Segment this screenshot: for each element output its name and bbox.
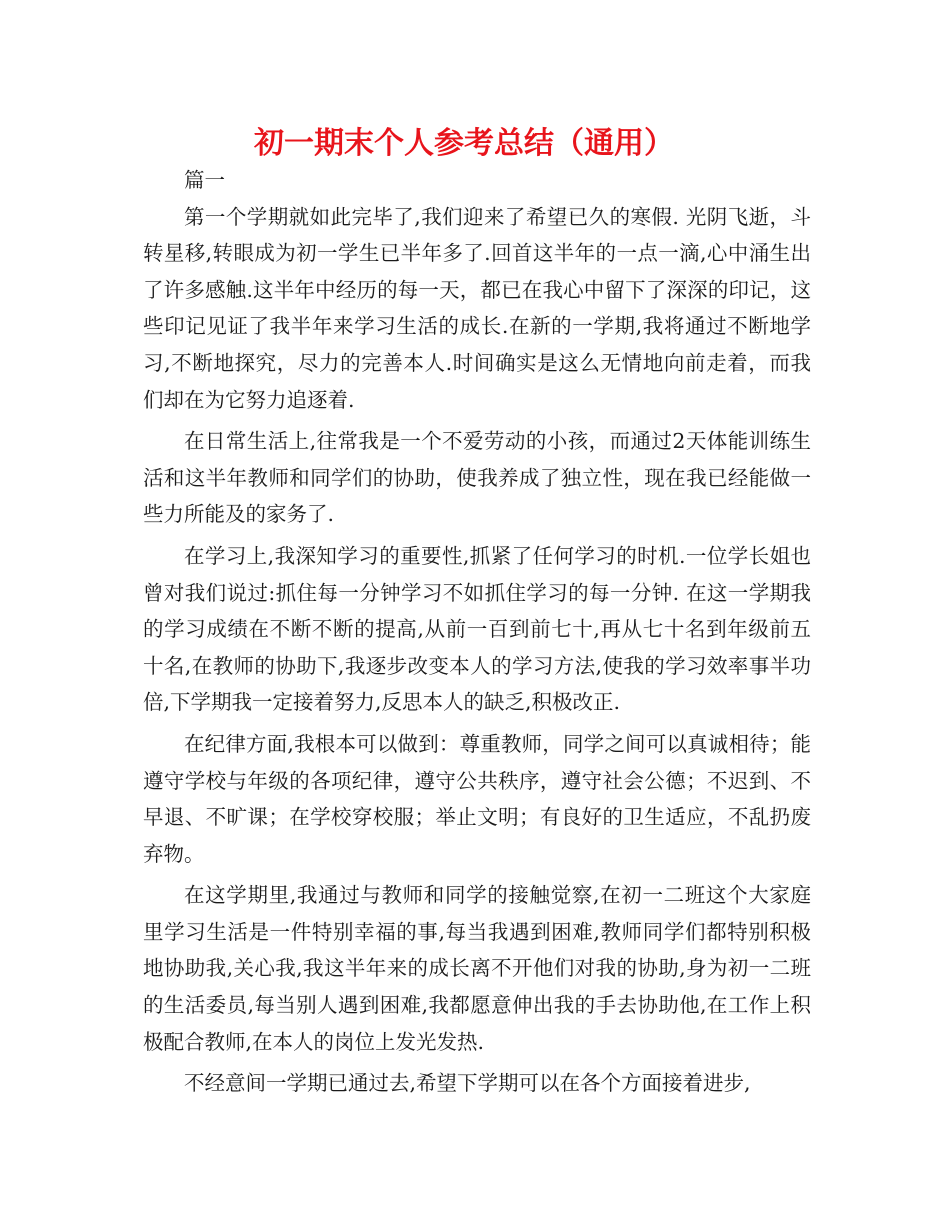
document-body bbox=[143, 162, 811, 1107]
paragraph: 第一个学期就如此完毕了,我们迎来了希望已久的寒假. 光阴飞逝，斗转星移,转眼成为初一学生已半年多了.回首这半年的一点一滴,心中涌生出了许多感触.这半年中经历的每一天，都已在我心中留下了深深的印记，这些印记见证了我半年来学习生活的成长.在新的一学期,我将通过不断地学习,不断地探究，尽力的完善本人.时间确实是这么无情地向前走着，而我们却在为它努力追逐着. bbox=[143, 204, 811, 412]
document-title: 初一期末个人参考总结（通用） bbox=[254, 126, 674, 161]
paragraph: 不经意间一学期已通过去,希望下学期可以在各个方面接着进步, bbox=[184, 1071, 751, 1096]
paragraph: 在日常生活上,往常我是一个不爱劳动的小孩，而通过2天体能训练生活和这半年教师和同学们的协助，使我养成了独立性，现在我已经能做一些力所能及的家务了. bbox=[143, 429, 811, 527]
section-label: 篇一 bbox=[184, 168, 225, 192]
paragraph: 在学习上,我深知学习的重要性,抓紧了任何学习的时机.一位学长姐也曾对我们说过:抓住每一分钟学习不如抓住学习的每一分钟. 在这一学期我的学习成绩在不断不断的提高,从前一百到前七十,再从七十名到年级前五十名,在教师的协助下,我逐步改变本人的学习方法,使我的学习效率事半功倍,下学期我一定接着努力,反思本人的缺乏,积极改正. bbox=[143, 543, 811, 715]
paragraph: 在这学期里,我通过与教师和同学的接触觉察,在初一二班这个大家庭里学习生活是一件特别幸福的事,每当我遇到困难,教师同学们都特别积极地协助我,关心我,我这半年来的成长离不开他们对我的协助,身为初一二班的生活委员,每当别人遇到困难,我都愿意伸出我的手去协助他,在工作上积极配合教师,在本人的岗位上发光发热. bbox=[143, 883, 811, 1054]
paragraph: 在纪律方面,我根本可以做到：尊重教师，同学之间可以真诚相待；能遵守学校与年级的各项纪律，遵守公共秩序，遵守社会公德；不迟到、不早退、不旷课；在学校穿校服；举止文明；有良好的卫生适应，不乱扔废弃物。 bbox=[143, 731, 811, 866]
